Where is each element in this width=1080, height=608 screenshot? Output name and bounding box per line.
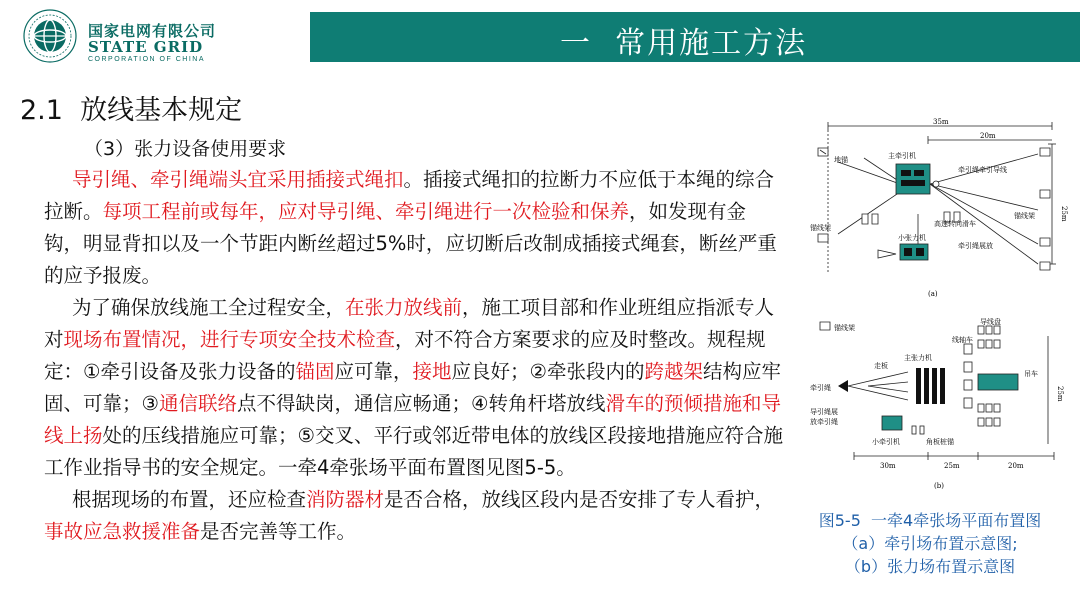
fig-a-dim-right: 20m (980, 132, 996, 140)
company-logo (22, 8, 222, 64)
fig-b-dim-side: 25m (1056, 386, 1064, 402)
p1-run: 导引绳、牵引绳端头宜采用插接式绳扣 (72, 168, 404, 191)
fig-a-dim-side: 25m (1060, 206, 1068, 222)
p3-run: 根据现场的布置，还应检查 (72, 488, 307, 511)
p2-run: 跨越架 (644, 360, 704, 383)
p3-run: 是否完善等工作。 (200, 520, 357, 543)
p2-run: 在张力放线前 (345, 296, 463, 319)
fig-b-board: 走板 (874, 362, 888, 370)
figure-caption (790, 509, 1070, 578)
fig-b-main-tensioner: 主张力机 (904, 354, 932, 362)
fig-a-dim-total: 35m (933, 118, 949, 126)
p3-run: 事故应急救援准备 (44, 520, 201, 543)
body-text (44, 164, 784, 548)
fig-b-guide-release: 导引绳展 (810, 408, 838, 416)
p2-run: 为了确保放线施工全过程安全， (72, 296, 346, 319)
p2-run: 锚固 (295, 360, 335, 383)
fig-b-caption: (b) (934, 482, 944, 490)
fig-a-pulley: 高速转向滑车 (934, 220, 976, 228)
figure-a-traction-site-diagram (808, 114, 1070, 300)
fig-a-guide: 牵引绳牵引导线 (958, 166, 1007, 174)
paragraph-1 (44, 164, 784, 292)
logo-text-sub: CORPORATION OF CHINA (88, 56, 205, 63)
fig-a-anchor: 地锚 (834, 156, 848, 164)
fig-b-dim-2: 25m (944, 462, 960, 470)
logo-text-en: STATE GRID (88, 38, 204, 56)
caption-line-3: （b）张力场布置示意图 (844, 557, 1016, 576)
running-board-icon (838, 380, 848, 392)
header-banner (310, 12, 1080, 62)
fig-b-crane: 吊车 (1024, 370, 1038, 378)
p2-run: 通信联络 (158, 392, 237, 415)
fig-a-caption: (a) (928, 290, 938, 298)
fig-b-anchor-frame: 锚线架 (834, 324, 855, 332)
paragraph-2 (44, 292, 784, 484)
p3-run: 是否合格，放线区段内是否安排了专人看护， (384, 488, 775, 511)
subheading: （3）张力设备使用要求 (84, 138, 287, 160)
fig-b-axle-car: 线轴车 (952, 336, 973, 344)
fig-b-dim-1: 30m (880, 462, 896, 470)
crane-icon (978, 374, 1018, 390)
p2-run: 应可靠， (334, 360, 413, 383)
section-title: 2.1 放线基本规定 (20, 95, 243, 126)
fig-a-small-tensioner: 小张力机 (898, 234, 926, 242)
fig-a-rope-release: 牵引绳展放 (958, 242, 993, 250)
p2-run: ，施工项目部和作业班组应指派专人对 (44, 296, 775, 351)
p2-run: 接地 (412, 360, 452, 383)
p2-run: 处的压线措施应可靠；⑤交叉、平行或邻近带电体的放线区段接地措施应符合施工作业指导书的安全规定。一牵4牵张场平面布置图见图5-5。 (44, 424, 783, 479)
fig-b-wire-drum: 导线盘 (980, 318, 1001, 326)
small-tractor-icon (882, 416, 902, 430)
paragraph-3 (44, 484, 784, 548)
state-grid-globe-icon (22, 8, 82, 64)
p1-run: ，如发现有金钩，明显背扣以及一个节距内断丝超过5%时，应切断后改制成插接式绳套，断丝严重的应予报废。 (44, 200, 777, 287)
p2-run: ，对不符合方案要求的应及时整改。规程规定：①牵引设备及张力设备的 (44, 328, 766, 383)
fig-a-anchor-frame-right: 锚线架 (1014, 212, 1035, 220)
fig-a-main-tractor: 主牵引机 (888, 152, 916, 160)
fig-b-dim-3: 20m (1008, 462, 1024, 470)
fig-b-rope: 牵引绳 (810, 384, 831, 392)
p2-run: 结构应牢固、可靠；③ (44, 360, 782, 415)
main-tractor-icon (896, 164, 930, 194)
figure-b-tension-site-diagram (808, 316, 1070, 494)
fig-b-angle-anchor: 角板桩锚 (926, 438, 954, 446)
p2-run: 现场布置情况，进行专项安全技术检查 (63, 328, 396, 351)
p2-run: 应良好；②牵张段内的 (451, 360, 645, 383)
fig-b-guide-release-2: 放牵引绳 (810, 418, 838, 426)
p2-run: 滑车的预倾措施和导线上扬 (44, 392, 781, 447)
logo-text-cn: 国家电网有限公司 (88, 22, 217, 40)
p1-run: 每项工程前或每年，应对导引绳、牵引绳进行一次检验和保养 (102, 200, 630, 223)
fig-a-anchor-frame-left: 锚线架 (810, 224, 831, 232)
p2-run: 点不得缺岗，通信应畅通；④转角杆塔放线 (237, 392, 606, 415)
p3-run: 消防器材 (306, 488, 385, 511)
caption-line-2: （a）牵引场布置示意图; (842, 534, 1018, 553)
p1-run: 。插接式绳扣的拉断力不应低于本绳的综合拉断。 (44, 168, 775, 223)
caption-line-1: 图5-5 一牵4牵张场平面布置图 (818, 511, 1042, 530)
page-title: 一 常用施工方法 (560, 26, 808, 61)
fig-b-small-tractor: 小牵引机 (872, 438, 900, 446)
